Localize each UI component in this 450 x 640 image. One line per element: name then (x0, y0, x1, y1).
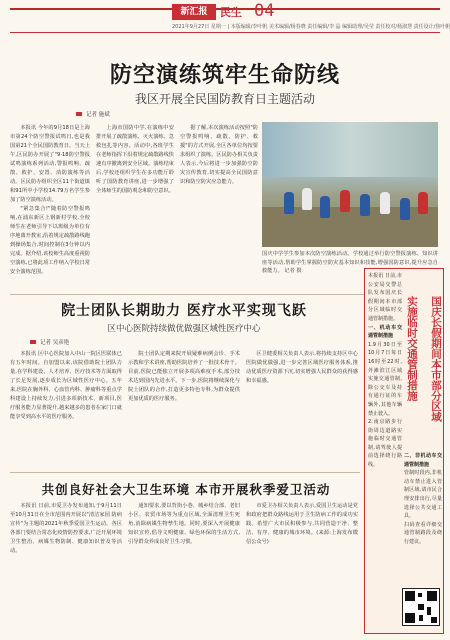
article2-para: 区卫健委相关负责人表示,将持续支持区中心医院做优做强,进一步完善区域医疗服务体系,推动优质医疗资源下沉,切实增强人民群众的获得感和幸福感。 (246, 351, 358, 384)
article2-subheadline: 区中心医院持续做优做强区域性医疗中心 (107, 324, 261, 334)
traffic-notice-body: 1.9月30日至10月7日每日16时至22时,外滩滨江区域实施交通管制,除公交车及持有通行证的车辆外,其他车辆禁止驶入。 (368, 341, 402, 417)
section-divider (10, 472, 360, 473)
article2-para: 院士团队定期来院开展疑难病例会诊、手术示教和学术讲座,帮助医院培养了一批技术骨干。目前,医院已能独立开展多项高难度手术,部分技术达到国内先进水平。下一步,医院将继续深化与院士团队的合作,打造更多特色专科,为群众提供更加优质的医疗服务。 (128, 351, 240, 402)
photo-student (284, 192, 294, 214)
article1-para: 上海市国防中学,在演练中安排开展了疏散演练、灭火演练、急救包扎等内容。活动中,各班学生在老师指挥下沿着规定疏散路线快速有序撤离到安全区域。演练结束后,学校还组织学生在多功能厅聆听了国防教育讲座,进一步增强了全体师生的国防观念和防空意识。 (96, 125, 174, 194)
traffic-notice-intro: 本报讯 日前,市公安局交警总队发布国庆长假期间本市部分区域临时交通管制措施。 (368, 273, 402, 322)
masthead (0, 0, 450, 46)
article3-column-1 (10, 502, 122, 634)
photo-student (360, 194, 370, 216)
article1-para: 据了解,本次演练活动按照"防空警报鸣响、疏散、防护、救援"的方式开展,全区各单位均按要求组织了演练。区民防办相关负责人表示,今后将进一步加强防空防灾宣传教育,切实提高全民国防意识和防空防灾应急能力。 (180, 125, 258, 185)
section-name: 民生 (220, 6, 242, 19)
traffic-notice-body: 管制时段内,非机动车禁止进入管制区域,请市民合理安排出行,尽量选择公共交通工具。 (404, 470, 442, 520)
traffic-notice-title: 国庆长假期间本市部分区域 (430, 296, 442, 422)
article3-column-3 (246, 502, 358, 634)
article1-column-2 (96, 124, 174, 290)
article1-para: "紧急集合!"随着防空警报鸣响,在浦东新区上钢新村学校,全校师生在老师引导下以班级为单位有序地离开教室,沿着规定疏散路线跑到操场集合,时间控制在3分钟以内完成。据介绍,该校师生高度重视防空演练,已将此项工作纳入学校日常安全演练范围。 (10, 206, 90, 275)
article1-column-3 (180, 124, 258, 290)
article1-para: 本报讯 今年的9月18日是上海市第24个防空警报试鸣日,也是我国第21个全民国防教育日。当天上午,区民防办开展了"9·18防空警报试鸣演练系列活动,警报鸣响、疏散、救护、安置、消防演练等活动。区民防办组织全区11个街道镇和91所中小学校14.79万名学生参加了防空演练活动。 (10, 125, 90, 203)
traffic-notice-text-right (404, 452, 442, 584)
article1-byline (76, 110, 110, 118)
article2-byline (30, 338, 69, 346)
article1-photo-caption: 国庆中学学生参加本次防空演练活动。学校通过举行防空警报演练、知识讲座等活动,帮助学生掌握防空防灾基本知识和技能,增强国防意识,提升应急自救能力。 记者 摄 (262, 251, 438, 274)
article2-headline: 院士团队长期助力 医疗水平实现飞跃 (61, 303, 307, 319)
traffic-notice-text-left (368, 272, 402, 584)
photo-student (418, 192, 428, 214)
page-number: 04 (254, 1, 275, 21)
article2-para: 本报讯 区中心医院加入中山一院区医联体已有五年时间。自加盟以来,该院借助院士团队力量,在学科建设、人才培养、医疗技术等方面取得了长足发展,逐步成长为区域性医疗中心。五年来,医院在胸外科、心血管内科、肿瘤科等重点学科建设上持续发力,引进多项新技术、新项目,医疗服务能力显著提升,越来越多的患者在家门口就能享受到高水平的医疗服务。 (10, 351, 122, 420)
article1-column-1 (10, 124, 90, 290)
issue-date-line: 2021年9月27日 星期一 | 本版编辑/李叶帆 美术编辑/杨春晓 责任编辑/李 晶 编辑助理/吴莹 责任校对/杨淑慧 责任设计/焦叶帆 (172, 24, 450, 30)
article1-photo (262, 122, 438, 247)
photo-background-building (262, 122, 438, 177)
article3-column-2 (128, 502, 240, 634)
photo-student (302, 188, 312, 210)
traffic-notice-subhead: 二、非机动车交通管制措施 (404, 453, 442, 468)
article2-column-1 (10, 350, 122, 470)
article2-column-3 (246, 350, 358, 470)
article1-byline-text: 记者 施斌 (86, 112, 110, 118)
article3-para: 市爱卫办相关负责人表示,爱国卫生运动是党和政府把群众路线运用于卫生防病工作的成功实践。希望广大市民积极参与,共同营造干净、整洁、有序、健康的城市环境。(来源:上海发布微信公众号) (246, 503, 358, 545)
article1-headline: 防空演练筑牢生命防线 (109, 63, 340, 88)
photo-student (320, 196, 330, 218)
article2-column-2 (128, 350, 240, 470)
traffic-notice-subhead: 一、机动车交通管制措施 (368, 324, 402, 340)
article2-byline-text: 记者 吴彦艳 (40, 340, 70, 346)
photo-student (400, 198, 410, 220)
article1-subheadline: 我区开展全民国防教育日主题活动 (134, 92, 315, 106)
qr-code-icon (402, 588, 440, 626)
pen-icon (30, 340, 36, 344)
traffic-notice-title-2: 实施临时交通管制措施 (406, 296, 418, 401)
article3-headline: 共创良好社会大卫生环境 本市开展秋季爱卫活动 (41, 482, 331, 497)
traffic-notice-body: 扫码查看详细交通管制路段及绕行建议。 (404, 521, 442, 545)
pen-icon (76, 112, 82, 116)
photo-student (340, 190, 350, 212)
photo-student (380, 192, 390, 214)
article3-para: 本报讯 日前,市爱卫办发布通知,于9月11日至10月31日在全市范围内开展以"清洁家园 防病宣传"为主题的2021年秋季爱国卫生运动。各区各部门要结合常态化疫情防控要求,广泛开展环境卫生整治、病媒生物防制、健康知识普及等活动。 (10, 503, 122, 554)
newspaper-logo: 新汇报 (172, 4, 216, 20)
traffic-notice-body: 2.南京路步行街周边道路实施临时交通管制,请驾驶人提前选择绕行路线。 (368, 419, 402, 469)
article3-para: 通知要求,要以背街小巷、城乡结合部、老旧小区、农贸市场等为重点区域,全面清理卫生死角,消除病媒生物孳生地。同时,要深入开展健康知识宣传,倡导文明健康、绿色环保的生活方式,引导群众养成良好卫生习惯。 (128, 503, 240, 545)
masthead-rule (10, 32, 440, 33)
